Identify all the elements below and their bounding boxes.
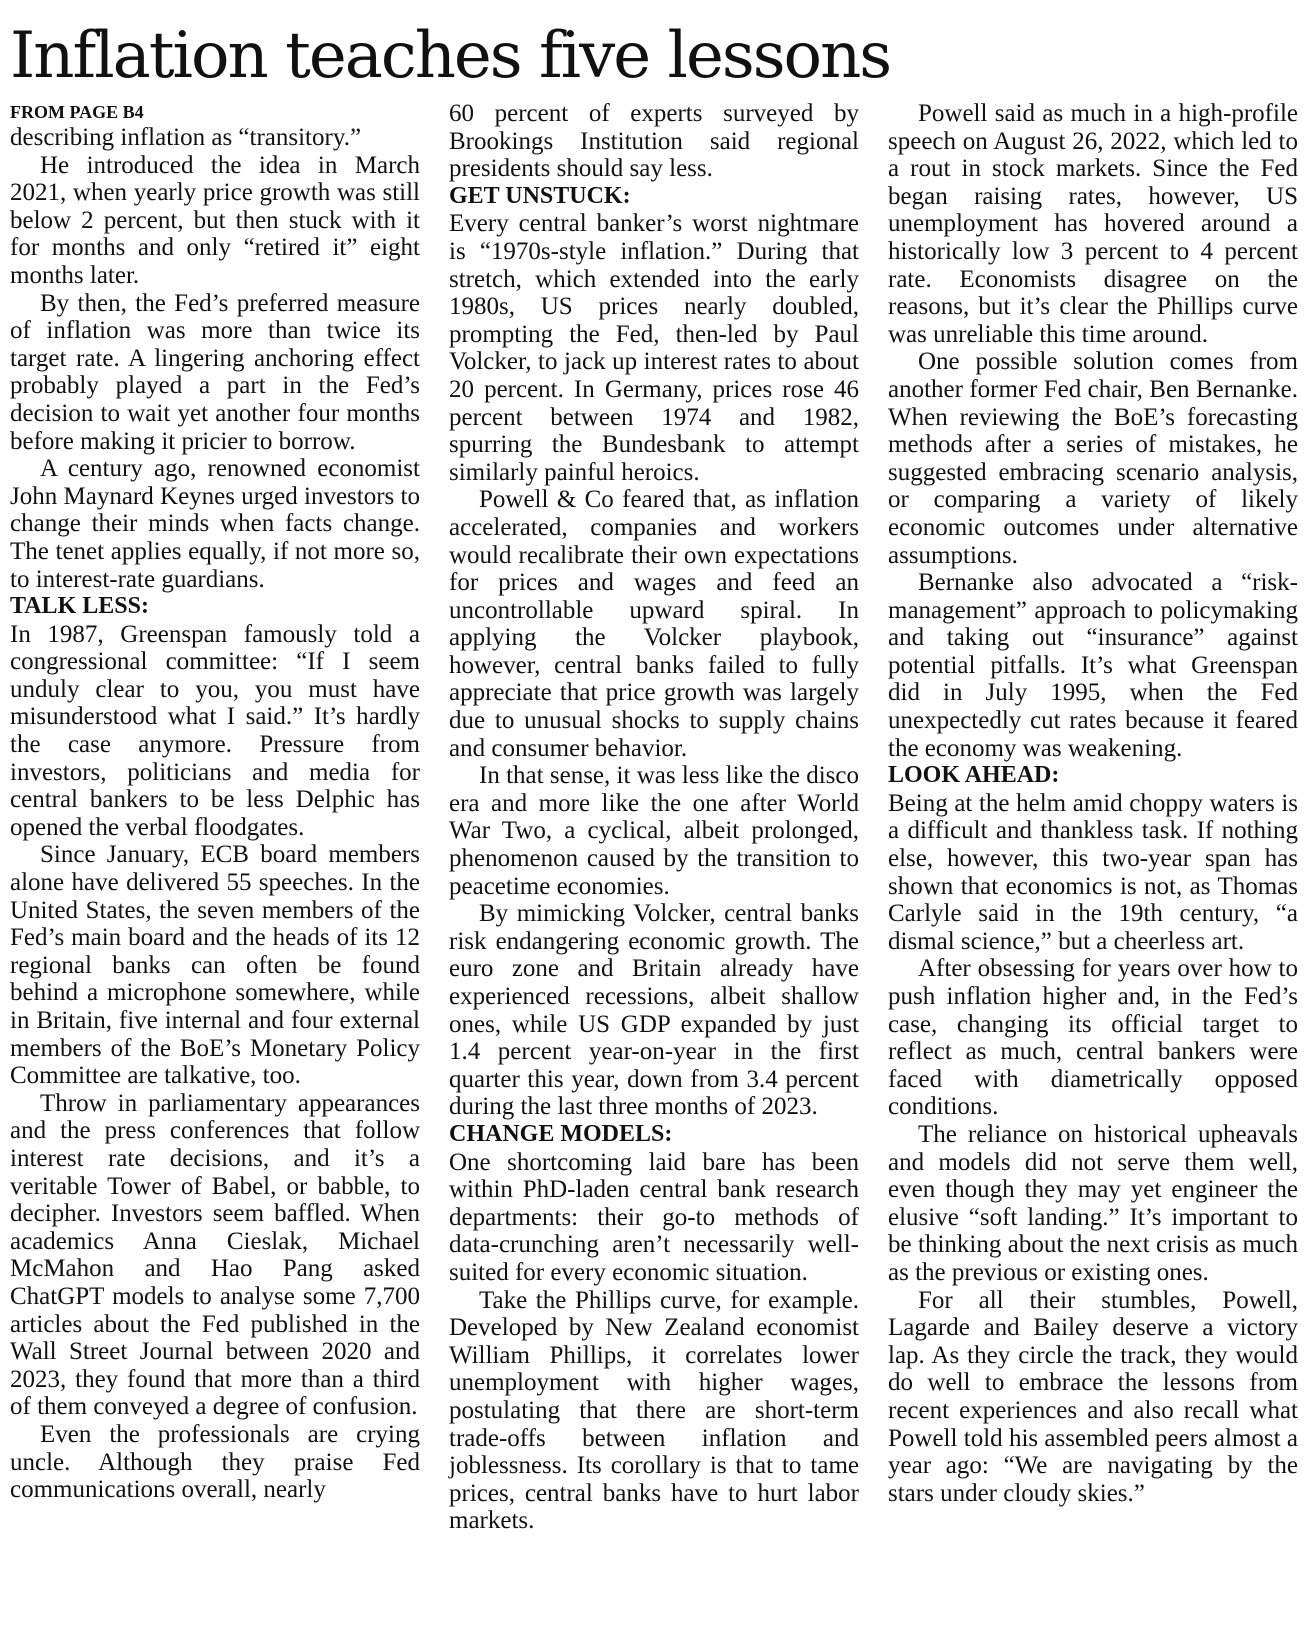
body-paragraph: In 1987, Greenspan famously told a congressional committee: “If I seem unduly clear to you, you must have misunderstood what I said.” It’s hardly the case anymore. Pressure from investors, politicians and media for central bankers to be less Delphic has opened the verbal floodgates. (10, 620, 420, 841)
headline: Inflation teaches five lessons (10, 19, 891, 93)
body-paragraph: describing inflation as “transitory.” (10, 124, 362, 151)
continuation-kicker: FROM PAGE B4 (10, 102, 144, 122)
body-paragraph: One shortcoming laid bare has been within PhD-laden central bank research departments: their go-to methods of data-crunching aren’t necessarily well-suited for every economic situation. (449, 1148, 859, 1286)
body-paragraph: After obsessing for years over how to push inflation higher and, in the Fed’s case, changing its official target to reflect as much, central bankers were faced with diametrically opposed conditions. (888, 955, 1298, 1121)
section-subhead: LOOK AHEAD: (888, 762, 1060, 789)
body-paragraph: One possible solution comes from another former Fed chair, Ben Bernanke. When reviewing the BoE’s forecasting methods after a series of mistakes, he suggested embracing scenario analysis, or comparing a variety of likely economic outcomes under alternative assumptions. (888, 348, 1298, 569)
section-subhead: GET UNSTUCK: (449, 182, 631, 209)
section-subhead: CHANGE MODELS: (449, 1120, 673, 1147)
article-column-1 (10, 100, 420, 1504)
body-paragraph: Since January, ECB board members alone have delivered 55 speeches. In the United States, the seven members of the Fed’s main board and the heads of its 12 regional banks can often be found behind a microphone somewhere, while in Britain, five internal and four external members of the BoE’s Monetary Policy Committee are talkative, too. (10, 841, 420, 1090)
body-paragraph: By mimicking Volcker, central banks risk endangering economic growth. The euro zone and Britain already have experienced recessions, albeit shallow ones, while US GDP expanded by just 1.4 percent year-on-year in the first quarter this year, down from 3.4 percent during the last three months of 2023. (449, 900, 859, 1121)
body-paragraph: Powell & Co feared that, as inflation accelerated, companies and workers would recalibrate their own expectations for prices and wages and feed an uncontrollable upward spiral. In applying the Volcker playbook, however, central banks failed to fully appreciate that price growth was largely due to unusual shocks to supply chains and consumer behavior. (449, 486, 859, 762)
body-paragraph: The reliance on historical upheavals and models did not serve them well, even though they may yet engineer the elusive “soft landing.” It’s important to be thinking about the next crisis as much as the previous or existing ones. (888, 1120, 1298, 1286)
body-paragraph: Being at the helm amid choppy waters is a difficult and thankless task. If nothing else, however, this two-year span has shown that economics is not, as Thomas Carlyle said in the 19th century, “a dismal science,” but a cheerless art. (888, 789, 1298, 955)
body-paragraph: Powell said as much in a high-profile speech on August 26, 2022, which led to a rout in stock markets. Since the Fed began raising rates, however, US unemployment has hovered around a historically low 3 percent to 4 percent rate. Economists disagree on the reasons, but it’s clear the Phillips curve was unreliable this time around. (888, 100, 1298, 348)
body-paragraph: A century ago, renowned economist John Maynard Keynes urged investors to change their minds when facts change. The tenet applies equally, if not more so, to interest-rate guardians. (10, 455, 420, 593)
body-paragraph: 60 percent of experts surveyed by Brookings Institution said regional presidents should say less. (449, 100, 859, 183)
body-paragraph: Every central banker’s worst nightmare is “1970s-style inflation.” During that stretch, which extended into the early 1980s, US prices nearly doubled, prompting the Fed, then-led by Paul Volcker, to jack up interest rates to about 20 percent. In Germany, prices rose 46 percent between 1974 and 1982, spurring the Bundesbank to attempt similarly painful heroics. (449, 210, 859, 486)
body-paragraph: Bernanke also advocated a “risk-management” approach to policymaking and taking out “insurance” against potential pitfalls. It’s what Greenspan did in July 1995, when the Fed unexpectedly cut rates because it feared the economy was weakening. (888, 569, 1298, 762)
article-column-3 (888, 100, 1298, 1507)
body-paragraph: Take the Phillips curve, for example. Developed by New Zealand economist William Phillips, it correlates lower unemployment with higher wages, postulating that there are short-term trade-offs between inflation and joblessness. Its corollary is that to tame prices, central banks have to hurt labor markets. (449, 1286, 859, 1535)
body-paragraph: Throw in parliamentary appearances and the press conferences that follow interest rate decisions, and it’s a veritable Tower of Babel, or babble, to decipher. Investors seem baffled. When academics Anna Cieslak, Michael McMahon and Hao Pang asked ChatGPT models to analyse some 7,700 articles about the Fed published in the Wall Street Journal between 2020 and 2023, they found that more than a third of them conveyed a degree of confusion. (10, 1089, 420, 1421)
body-paragraph: By then, the Fed’s preferred measure of inflation was more than twice its target rate. A lingering anchoring effect probably played a part in the Fed’s decision to wait yet another four months before making it pricier to borrow. (10, 289, 420, 455)
body-paragraph: For all their stumbles, Powell, Lagarde and Bailey deserve a victory lap. As they circle the track, they would do well to embrace the lessons from recent experiences and also recall what Powell told his assembled peers almost a year ago: “We are navigating by the stars under cloudy skies.” (888, 1286, 1298, 1507)
article-column-2 (449, 100, 859, 1535)
body-paragraph: He introduced the idea in March 2021, when yearly price growth was still below 2 percent, but then stuck with it for months and only “retired it” eight months later. (10, 151, 420, 289)
body-paragraph: Even the professionals are crying uncle. Although they praise Fed communications overall, nearly (10, 1420, 420, 1504)
body-paragraph: In that sense, it was less like the disco era and more like the one after World War Two, a cyclical, albeit prolonged, phenomenon caused by the transition to peacetime economies. (449, 762, 859, 900)
section-subhead: TALK LESS: (10, 593, 149, 620)
